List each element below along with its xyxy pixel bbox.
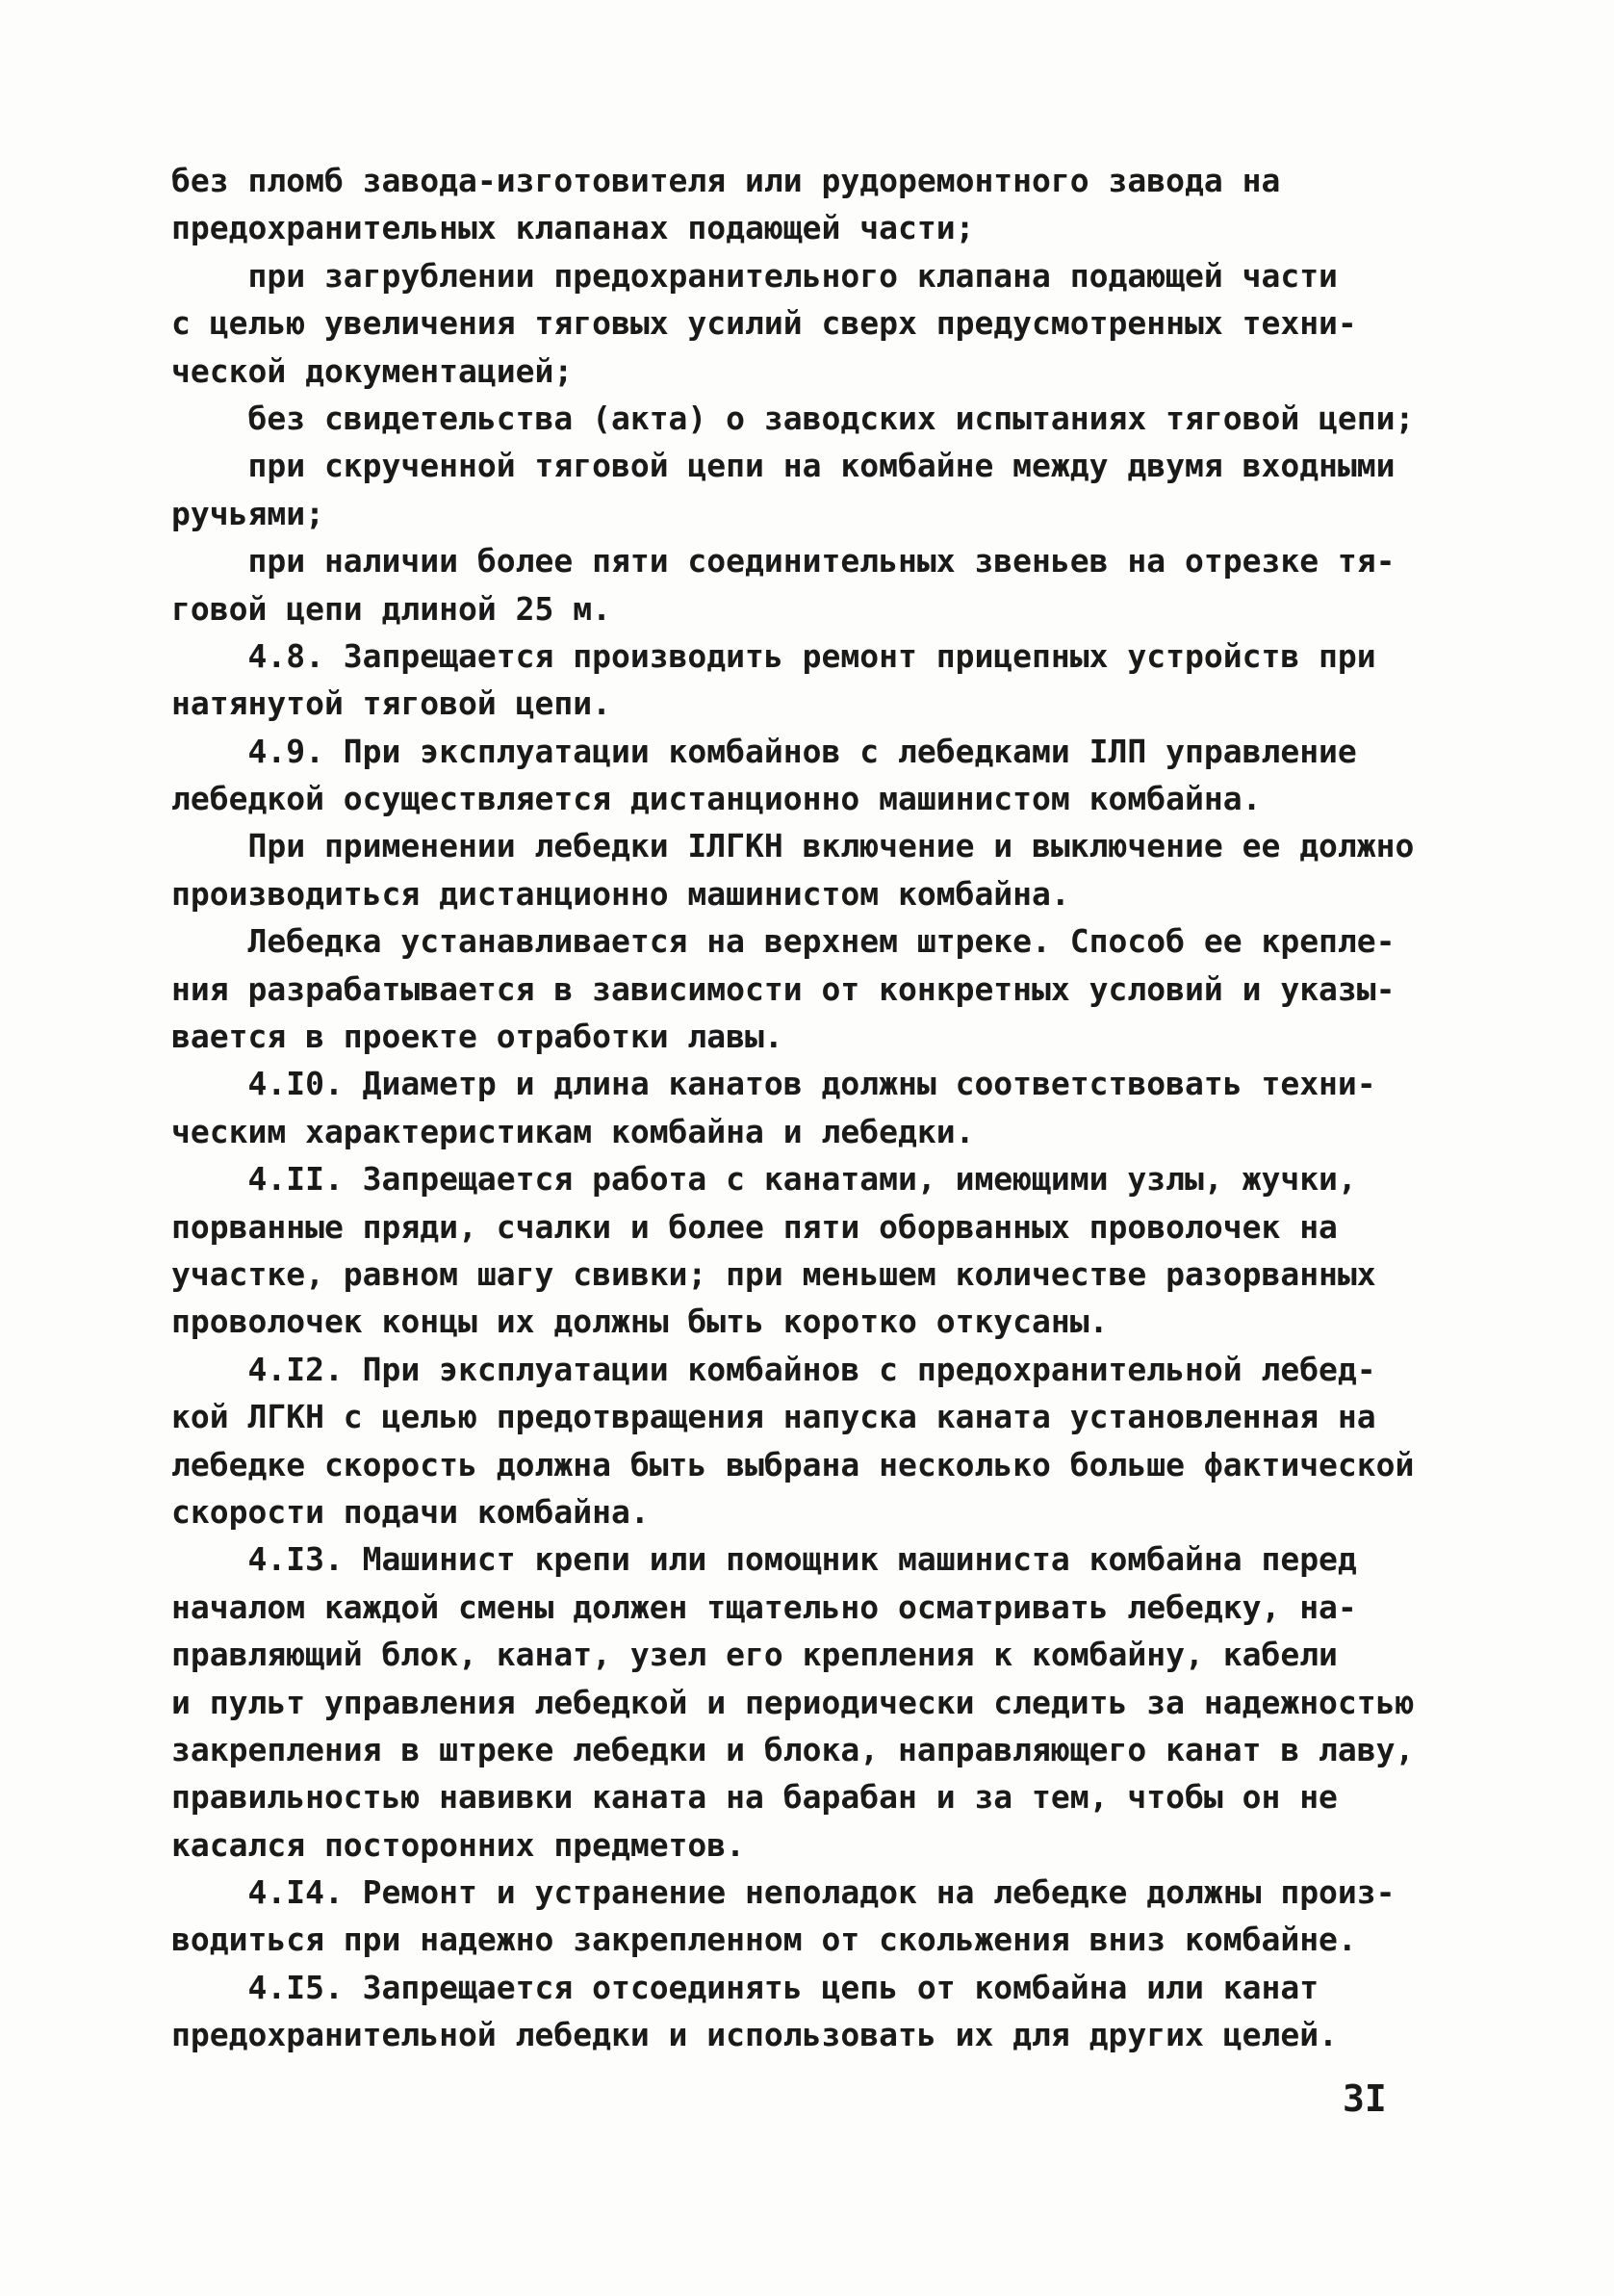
text-line: 4.II. Запрещается работа с канатами, имеющими узлы, жучки,	[171, 1160, 1357, 1199]
text-line: предохранительных клапанах подающей части;	[171, 209, 975, 247]
text-line: производиться дистанционно машинистом комбайна.	[171, 874, 1070, 913]
text-line: 4.I3. Машинист крепи или помощник машиниста комбайна перед	[171, 1540, 1357, 1579]
text-line: лебедкой осуществляется дистанционно машинистом комбайна.	[171, 780, 1262, 818]
text-line: правляющий блок, канат, узел его крепления к комбайну, кабели	[171, 1636, 1338, 1674]
text-line: 4.8. Запрещается производить ремонт прицепных устройств при	[171, 636, 1376, 675]
text-line: при наличии более пяти соединительных звеньев на отрезке тя-	[171, 542, 1396, 580]
text-line: натянутой тяговой цепи.	[171, 684, 611, 723]
body-text	[171, 157, 1432, 2059]
text-line: ручьями;	[171, 494, 324, 532]
text-line: вается в проекте отработки лавы.	[171, 1018, 783, 1056]
page-number: 3I	[1343, 2077, 1387, 2120]
text-line: без пломб завода-изготовителя или рудоремонтного завода на	[171, 162, 1281, 199]
text-line: при скрученной тяговой цепи на комбайне между двумя входными	[171, 447, 1396, 485]
text-line: кой ЛГКН с целью предотвращения напуска каната установленная на	[171, 1398, 1376, 1436]
text-line: говой цепи длиной 25 м.	[171, 589, 611, 628]
text-line: закрепления в штреке лебедки и блока, направляющего канат в лаву,	[171, 1730, 1415, 1768]
text-line: участке, равном шагу свивки; при меньшем количестве разорванных	[171, 1254, 1376, 1293]
text-line: 4.I4. Ремонт и устранение неполадок на лебедке должны произ-	[171, 1873, 1396, 1912]
text-line: лебедке скорость должна быть выбрана несколько больше фактической	[171, 1445, 1415, 1483]
text-line: правильностью навивки каната на барабан и за тем, чтобы он не	[171, 1778, 1338, 1817]
text-line: порванные пряди, счалки и более пяти оборванных проволочек на	[171, 1207, 1338, 1246]
text-line: без свидетельства (акта) о заводских испытаниях тяговой цепи;	[171, 399, 1415, 437]
text-line: 4.I0. Диаметр и длина канатов должны соответствовать техни-	[171, 1065, 1376, 1103]
text-line: предохранительной лебедки и использовать их для других целей.	[171, 2016, 1338, 2054]
text-line: Лебедка устанавливается на верхнем штреке. Способ ее крепле-	[171, 922, 1396, 961]
text-line: проволочек концы их должны быть коротко откусаны.	[171, 1303, 1109, 1341]
text-line: и пульт управления лебедкой и периодически следить за надежностью	[171, 1683, 1415, 1721]
text-line: 4.I2. При эксплуатации комбайнов с предохранительной лебед-	[171, 1350, 1376, 1388]
text-line: 4.9. При эксплуатации комбайнов с лебедками IЛП управление	[171, 732, 1357, 770]
text-line: при загрублении предохранительного клапана подающей части	[171, 256, 1338, 295]
text-line: началом каждой смены должен тщательно осматривать лебедку, на-	[171, 1587, 1357, 1626]
text-line: При применении лебедки IЛГКН включение и выключение ее должно	[171, 827, 1415, 865]
text-line: ния разрабатывается в зависимости от конкретных условий и указы-	[171, 969, 1396, 1008]
text-line: скорости подачи комбайна.	[171, 1492, 650, 1531]
text-line: ческим характеристикам комбайна и лебедки.	[171, 1112, 975, 1150]
text-line: 4.I5. Запрещается отсоединять цепь от комбайна или канат	[171, 1968, 1319, 2006]
text-line: водиться при надежно закрепленном от скольжения вниз комбайне.	[171, 1921, 1357, 1959]
text-line: ческой документацией;	[171, 351, 574, 390]
text-line: касался посторонних предметов.	[171, 1825, 746, 1864]
text-line: с целью увеличения тяговых усилий сверх предусмотренных техни-	[171, 304, 1357, 343]
